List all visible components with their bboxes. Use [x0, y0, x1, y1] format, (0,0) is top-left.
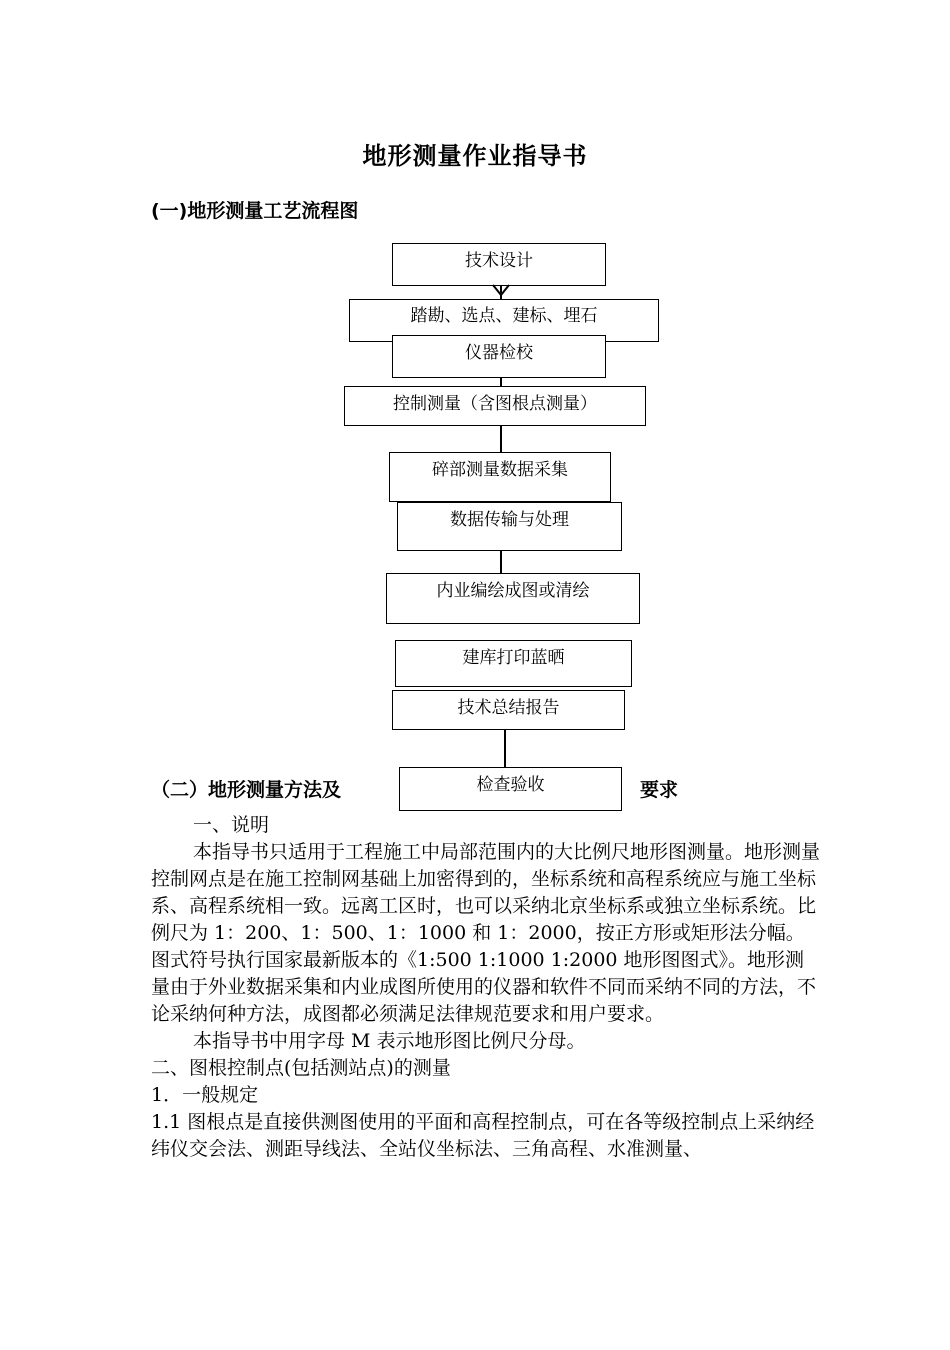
- flow-step-tech-summary: 技术总结报告: [392, 690, 625, 730]
- flow-step-tech-design: 技术设计: [392, 243, 606, 286]
- flow-connector: [500, 426, 502, 452]
- flow-connector: [500, 551, 502, 573]
- document-title: 地形测量作业指导书: [362, 142, 588, 170]
- paragraph-heading-description: 一、说明: [193, 814, 270, 836]
- paragraph-heading-control-points: 二、图根控制点(包括测站点)的测量: [151, 1057, 451, 1079]
- flow-connector: [504, 730, 506, 767]
- flow-step-survey-site: 踏勘、选点、建标、埋石: [349, 299, 659, 342]
- paragraph-control-point-def: 1.1 图根点是直接供测图使用的平面和高程控制点，可在各等级控制点上采纳经纬仪交会法、测距导线法、全站仪坐标法、三角高程、水准测量、: [151, 1111, 815, 1160]
- paragraph-scope: 本指导书只适用于工程施工中局部范围内的大比例尺地形图测量。地形测量控制网点是在施工控制网基础上加密得到的，坐标系统和高程系统应与施工坐标系、高程系统相一致。远离工区时，也可以采纳北京坐标系或独立坐标系统。比例尺为 1：200、1：500、1：1000 和 1：2000，按正方形或矩形法分幅。图式符号执行国家最新版本的《1:500 1:1000 1:2000 地形图图式》。地形测量由于外业数据采集和内业成图所使用的仪器和软件不同而采纳不同的方法，不论采纳何种方法，成图都必须满足法律规范要求和用户要求。: [151, 841, 821, 1025]
- paragraph-heading-general: 1．一般规定: [151, 1084, 259, 1106]
- flow-step-database-print: 建库打印蓝晒: [395, 640, 632, 687]
- flow-step-instrument-check: 仪器检校: [392, 335, 606, 378]
- section-heading-flowchart: (一)地形测量工艺流程图: [151, 200, 359, 222]
- flow-step-data-transfer: 数据传输与处理: [397, 502, 622, 551]
- flow-connector: [500, 378, 502, 386]
- arrow-down-icon: [490, 282, 512, 298]
- flow-step-drafting: 内业编绘成图或清绘: [386, 573, 640, 624]
- document-body: [151, 812, 821, 1163]
- paragraph-notation: 本指导书中用字母 M 表示地形图比例尺分母。: [193, 1030, 586, 1052]
- flow-step-detail-survey: 碎部测量数据采集: [389, 452, 611, 502]
- flow-step-control-survey: 控制测量（含图根点测量）: [344, 386, 646, 426]
- section-heading-methods-suffix: 要求: [640, 779, 679, 801]
- section-heading-methods: （二）地形测量方法及: [151, 779, 342, 801]
- flow-step-inspection: 检查验收: [399, 767, 622, 811]
